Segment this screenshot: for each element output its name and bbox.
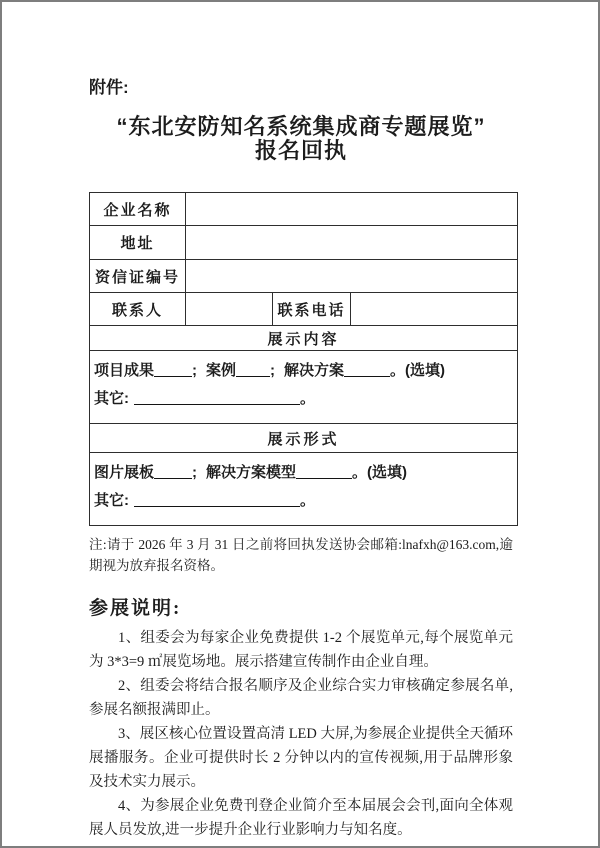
table-row-company-name (90, 193, 518, 226)
contact-phone-input-cell[interactable] (351, 293, 518, 326)
company-name-input-cell[interactable] (186, 193, 518, 226)
separator: ; (192, 362, 198, 379)
separator: ; (192, 464, 198, 481)
solution-model-blank-line[interactable] (296, 465, 352, 479)
table-row-contact (90, 293, 518, 326)
credit-cert-number-label: 资信证编号 (90, 260, 186, 293)
project-results-blank-line[interactable] (154, 363, 192, 377)
table-row-display-format (90, 453, 518, 526)
display-format-line-2 (94, 487, 513, 515)
picture-board-blank-line[interactable] (154, 465, 192, 479)
contact-person-label: 联系人 (90, 293, 186, 326)
display-content-section-cell (90, 351, 518, 424)
address-label: 地址 (90, 226, 186, 260)
display-content-line-2 (94, 385, 513, 413)
case-blank-line[interactable] (236, 363, 270, 377)
other-label: 其它: (94, 492, 129, 509)
display-format-line-1 (94, 459, 513, 487)
optional-note: 。(选填) (352, 464, 408, 481)
credit-cert-number-input-cell[interactable] (186, 260, 518, 293)
contact-phone-label: 联系电话 (273, 293, 351, 326)
deadline-note: 注:请于 2026 年 3 月 31 日之前将回执发送协会邮箱:lnafxh@163.com,逾期视为放弃报名资格。 (89, 537, 513, 573)
display-content-section-header: 展示内容 (90, 326, 518, 351)
title-line-1: “东北安防知名系统集成商专题展览” (116, 114, 486, 139)
instruction-item-1: 1、组委会为每家企业免费提供 1-2 个展览单元,每个展览单元为 3*3=9 ㎡展览场地。展示搭建宣传制作由企业自理。 (89, 630, 513, 670)
instruction-item-3: 3、展区核心位置设置高清 LED 大屏,为参展企业提供全天循环展播服务。企业可提供时长 2 分钟以内的宣传视频,用于品牌形象及技术实力展示。 (89, 726, 513, 790)
instruction-item-4: 4、为参展企业免费刊登企业简介至本届展会会刊,面向全体观展人员发放,进一步提升企业行业影响力与知名度。 (89, 798, 513, 838)
table-row-display-content-header (90, 326, 518, 351)
contact-person-input-cell[interactable] (186, 293, 273, 326)
instruction-item-2: 2、组委会将结合报名顺序及企业综合实力审核确定参展名单,参展名额报满即止。 (89, 678, 513, 718)
project-results-label: 项目成果 (94, 362, 155, 379)
instructions-list (89, 626, 513, 842)
other-label: 其它: (94, 390, 129, 407)
solution-model-label: 解决方案模型 (206, 464, 297, 481)
company-name-label: 企业名称 (90, 193, 186, 226)
document-content (2, 2, 598, 842)
case-label: 案例 (206, 362, 237, 379)
other-blank-line[interactable] (134, 391, 300, 405)
attachment-label: 附件: (89, 78, 129, 97)
title-line-2: 报名回执 (254, 138, 347, 163)
display-format-section-header: 展示形式 (90, 424, 518, 453)
picture-board-label: 图片展板 (94, 464, 155, 481)
registration-form-table (89, 192, 518, 526)
table-row-credit-cert (90, 260, 518, 293)
table-row-address (90, 226, 518, 260)
table-row-display-format-header (90, 424, 518, 453)
page-title (89, 115, 513, 163)
display-content-line-1 (94, 357, 513, 385)
solution-label: 解决方案 (284, 362, 345, 379)
instructions-heading: 参展说明: (89, 598, 182, 619)
period: 。 (300, 492, 316, 509)
other-blank-line[interactable] (134, 493, 300, 507)
table-row-display-content (90, 351, 518, 424)
display-format-section-cell (90, 453, 518, 526)
period: 。 (300, 390, 316, 407)
solution-blank-line[interactable] (344, 363, 390, 377)
address-input-cell[interactable] (186, 226, 518, 260)
separator: ; (270, 362, 276, 379)
optional-note: 。(选填) (390, 362, 446, 379)
